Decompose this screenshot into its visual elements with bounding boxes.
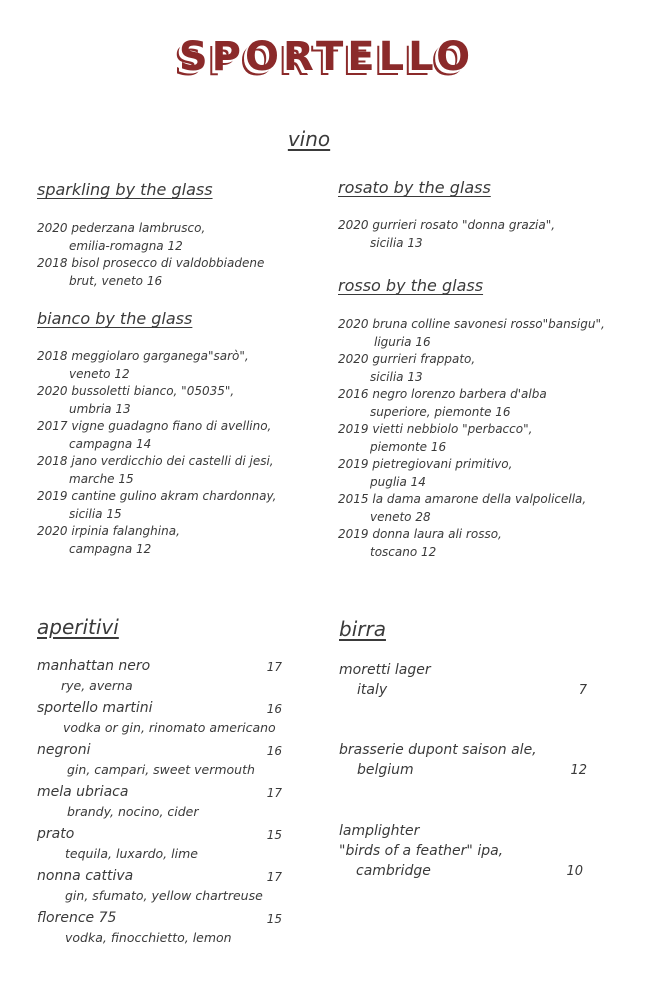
beer-origin: italy bbox=[357, 682, 388, 698]
cocktail-price: 17 bbox=[266, 870, 282, 884]
cocktail-description: tequila, luxardo, lime bbox=[65, 846, 198, 861]
rosso-heading: rosso by the glass bbox=[338, 276, 484, 295]
beer-item bbox=[339, 821, 589, 881]
beer-item bbox=[339, 740, 589, 780]
section-title-birra: birra bbox=[339, 617, 386, 641]
rosato-list bbox=[338, 217, 555, 252]
wine-item: 2018 bisol prosecco di valdobbiadene brut, veneto 16 bbox=[37, 256, 265, 288]
cocktail-price: 17 bbox=[266, 660, 282, 674]
beer-origin: belgium bbox=[357, 762, 414, 778]
wine-item: 2015 la dama amarone della valpolicella, veneto 28 bbox=[338, 492, 587, 524]
wine-item: 2018 jano verdicchio dei castelli di jesi, marche 15 bbox=[37, 454, 274, 486]
cocktail-item bbox=[37, 824, 282, 866]
wine-item: 2020 bruna colline savonesi rosso"bansigu", liguria 16 bbox=[338, 317, 605, 349]
wine-item: 2020 gurrieri frappato, sicilia 13 bbox=[338, 352, 476, 384]
cocktail-description: vodka or gin, rinomato americano bbox=[63, 720, 276, 735]
bianco-heading: bianco by the glass bbox=[37, 309, 193, 328]
cocktail-item bbox=[37, 908, 282, 950]
cocktail-name: florence 75 bbox=[37, 910, 117, 926]
section-title-aperitivi: aperitivi bbox=[37, 615, 119, 639]
cocktail-price: 16 bbox=[266, 702, 282, 716]
section-title-vino: vino bbox=[287, 127, 331, 151]
wine-item: 2019 vietti nebbiolo "perbacco", piemonte 16 bbox=[338, 422, 533, 454]
cocktail-name: prato bbox=[37, 826, 75, 842]
rosso-list bbox=[338, 316, 605, 561]
restaurant-logo: SPORTELLO bbox=[178, 34, 475, 80]
cocktail-price: 16 bbox=[266, 744, 282, 758]
cocktail-name: manhattan nero bbox=[37, 658, 151, 674]
sparkling-heading: sparkling by the glass bbox=[37, 180, 213, 199]
beer-name-line2: "birds of a feather" ipa, bbox=[339, 843, 504, 859]
wine-item: 2020 pederzana lambrusco, emilia-romagna 12 bbox=[37, 221, 206, 253]
wine-item: 2017 vigne guadagno fiano di avellino, campagna 14 bbox=[37, 419, 272, 451]
wine-item: 2016 negro lorenzo barbera d'alba superiore, piemonte 16 bbox=[338, 387, 547, 419]
wine-item: 2018 meggiolaro garganega"sarò", veneto 12 bbox=[37, 349, 249, 381]
cocktail-name: sportello martini bbox=[37, 700, 153, 716]
cocktail-description: gin, campari, sweet vermouth bbox=[67, 762, 255, 777]
beer-name: moretti lager bbox=[339, 662, 431, 678]
cocktail-name: nonna cattiva bbox=[37, 868, 134, 884]
beer-price: 7 bbox=[578, 683, 587, 698]
cocktail-description: rye, averna bbox=[61, 678, 133, 693]
cocktail-price: 15 bbox=[266, 828, 282, 842]
cocktail-description: brandy, nocino, cider bbox=[67, 804, 199, 819]
cocktail-item bbox=[37, 866, 282, 908]
cocktail-description: vodka, finocchietto, lemon bbox=[65, 930, 232, 945]
sparkling-list bbox=[37, 220, 264, 290]
cocktail-price: 17 bbox=[266, 786, 282, 800]
wine-item: 2020 irpinia falanghina, campagna 12 bbox=[37, 524, 180, 556]
cocktail-name: negroni bbox=[37, 742, 91, 758]
beer-price: 12 bbox=[570, 763, 587, 778]
beer-origin: cambridge bbox=[356, 863, 431, 879]
cocktail-description: gin, sfumato, yellow chartreuse bbox=[65, 888, 263, 903]
cocktail-item bbox=[37, 740, 282, 782]
wine-item: 2020 gurrieri rosato "donna grazia", sicilia 13 bbox=[338, 218, 556, 250]
rosato-heading: rosato by the glass bbox=[338, 178, 491, 197]
wine-item: 2019 donna laura ali rosso, toscano 12 bbox=[338, 527, 502, 559]
wine-item: 2019 pietregiovani primitivo, puglia 14 bbox=[338, 457, 513, 489]
bianco-list bbox=[37, 348, 277, 558]
cocktail-item bbox=[37, 656, 282, 698]
wine-item: 2019 cantine gulino akram chardonnay, sicilia 15 bbox=[37, 489, 277, 521]
cocktail-name: mela ubriaca bbox=[37, 784, 129, 800]
beer-price: 10 bbox=[566, 864, 583, 879]
beer-name: lamplighter bbox=[339, 823, 420, 839]
cocktail-price: 15 bbox=[266, 912, 282, 926]
beer-item bbox=[339, 660, 589, 700]
aperitivi-list bbox=[37, 656, 282, 950]
cocktail-item bbox=[37, 782, 282, 824]
cocktail-item bbox=[37, 698, 282, 740]
beer-name: brasserie dupont saison ale, bbox=[339, 742, 537, 758]
wine-item: 2020 bussoletti bianco, "05035", umbria 13 bbox=[37, 384, 235, 416]
